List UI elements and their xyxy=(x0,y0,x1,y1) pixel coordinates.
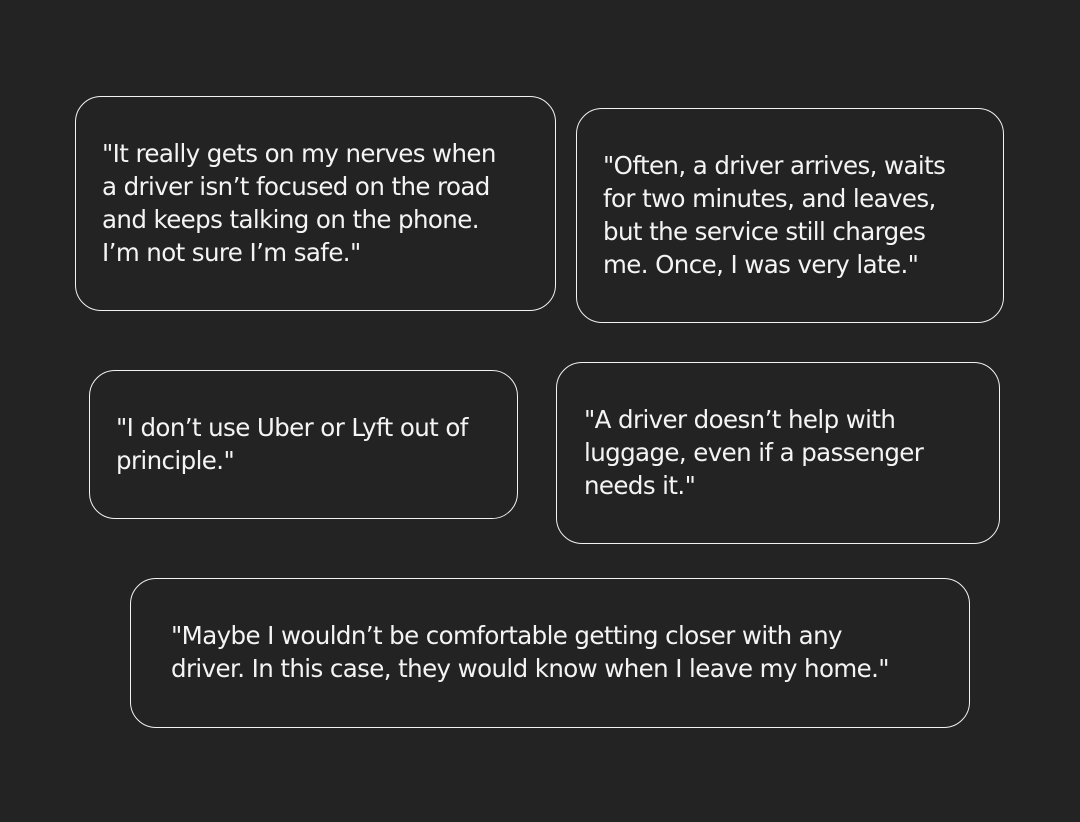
quote-text xyxy=(584,403,923,502)
quote-line: "I don’t use Uber or Lyft out of xyxy=(116,413,468,442)
quote-line: "It really gets on my nerves when xyxy=(102,139,496,168)
quote-line: needs it." xyxy=(584,471,696,500)
quote-line: driver. In this case, they would know when I leave my home." xyxy=(171,654,889,683)
quote-text xyxy=(102,137,496,269)
quote-card xyxy=(556,362,1000,544)
quote-line: I’m not sure I’m safe." xyxy=(102,238,361,267)
quote-line: and keeps talking on the phone. xyxy=(102,205,479,234)
quote-text xyxy=(603,149,945,281)
quote-text xyxy=(171,619,889,685)
quote-card xyxy=(89,370,518,519)
quote-card xyxy=(75,96,556,311)
quote-line: for two minutes, and leaves, xyxy=(603,184,936,213)
quote-text xyxy=(116,411,468,477)
quote-line: principle." xyxy=(116,446,235,475)
quote-line: but the service still charges xyxy=(603,217,926,246)
quote-line: a driver isn’t focused on the road xyxy=(102,172,490,201)
quote-line: "A driver doesn’t help with xyxy=(584,405,896,434)
quote-card xyxy=(130,578,970,728)
quote-card xyxy=(576,108,1004,323)
quote-line: luggage, even if a passenger xyxy=(584,438,924,467)
quote-line: "Maybe I wouldn’t be comfortable getting closer with any xyxy=(171,621,842,650)
quote-line: me. Once, I was very late." xyxy=(603,250,919,279)
quote-line: "Often, a driver arrives, waits xyxy=(603,151,946,180)
